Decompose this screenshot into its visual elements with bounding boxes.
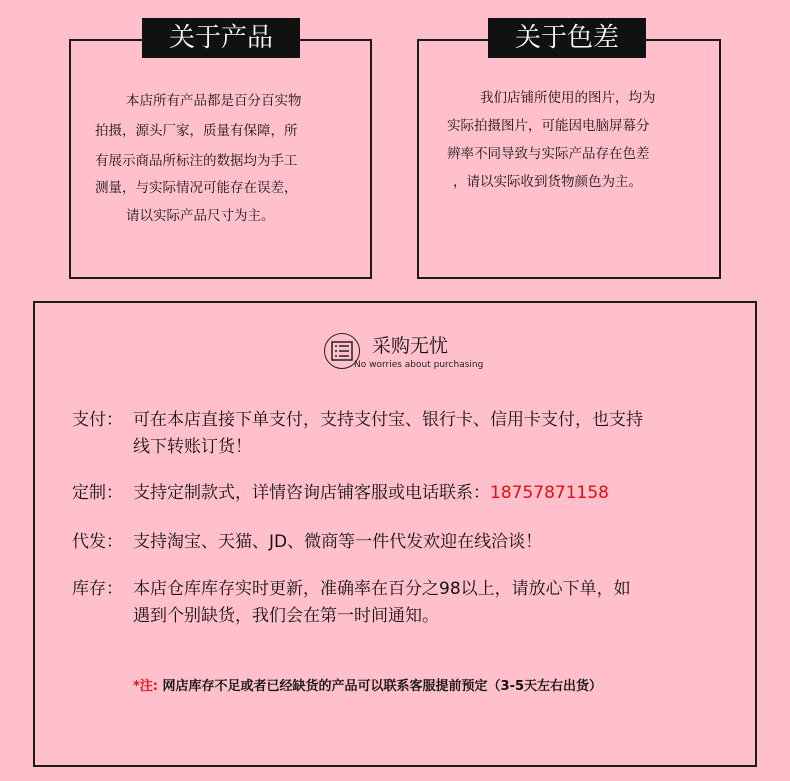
customization-text: 支持定制款式，详情咨询店铺客服或电话联系： <box>133 483 490 503</box>
color-difference-line: 实际拍摄图片，可能因电脑屏幕分 <box>447 118 650 134</box>
inventory-label: 库存： <box>72 579 123 599</box>
dropship-label: 代发： <box>72 532 123 552</box>
payment-row <box>72 407 752 463</box>
customization-label: 定制： <box>72 483 123 503</box>
color-difference-title: 关于色差 <box>488 18 646 58</box>
product-info-title: 关于产品 <box>142 18 300 58</box>
dropship-text: 支持淘宝、天猫、JD、微商等一件代发欢迎在线洽谈！ <box>133 532 543 552</box>
payment-text-line: 可在本店直接下单支付，支持支付宝、银行卡、信用卡支付，也支持 <box>133 410 643 430</box>
product-info-line: 本店所有产品都是百分百实物 <box>126 93 302 109</box>
payment-label: 支付： <box>72 410 123 430</box>
product-info-line: 测量，与实际情况可能存在误差， <box>95 180 298 196</box>
inventory-row <box>72 576 752 632</box>
phone-number[interactable]: 18757871158 <box>490 483 609 503</box>
inventory-text-line: 本店仓库库存实时更新，准确率在百分之98以上，请放心下单，如 <box>133 579 631 599</box>
product-info-line: 有展示商品所标注的数据均为手工 <box>95 153 298 169</box>
color-difference-line: 辨率不同导致与实际产品存在色差 <box>447 146 650 162</box>
note-prefix: *注: <box>133 679 158 694</box>
product-info-line: 拍摄，源头厂家，质量有保障，所 <box>95 123 298 139</box>
inventory-text-line: 遇到个别缺货，我们会在第一时间通知。 <box>133 606 439 626</box>
customization-row <box>72 480 752 508</box>
product-info-line: 请以实际产品尺寸为主。 <box>126 208 275 224</box>
note-text: 网店库存不足或者已经缺货的产品可以联系客服提前预定（3-5天左右出货） <box>162 679 603 694</box>
color-difference-line: 我们店铺所使用的图片，均为 <box>480 90 656 106</box>
purchase-title: 采购无忧 <box>372 335 449 357</box>
dropship-row <box>72 529 752 557</box>
stock-note <box>133 677 602 697</box>
color-difference-line: ，请以实际收到货物颜色为主。 <box>453 174 642 190</box>
purchase-subtitle: No worries about purchasing <box>354 360 484 370</box>
payment-text-line: 线下转账订货！ <box>133 437 252 457</box>
